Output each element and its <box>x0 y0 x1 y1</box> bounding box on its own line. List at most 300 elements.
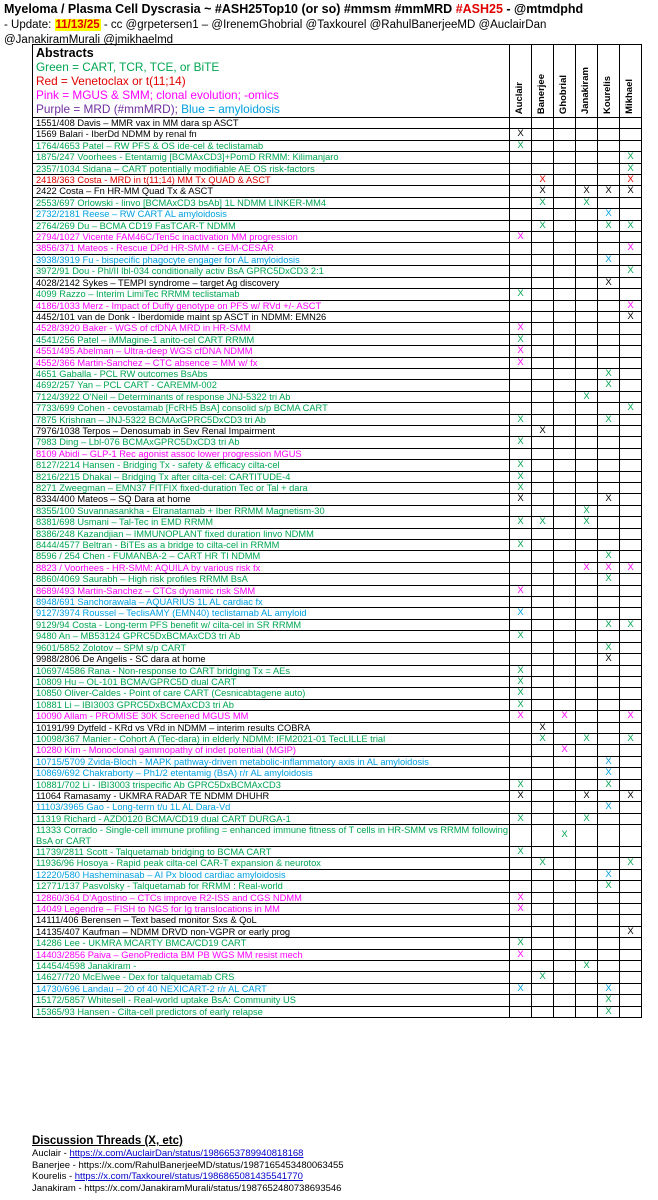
mark-janakiram <box>576 597 598 608</box>
abstract-title: 4028/2142 Sykes – TEMPI syndrome – target Ag discovery <box>33 277 510 288</box>
mark-ghobrial <box>554 949 576 960</box>
table-row <box>33 915 642 926</box>
table-row <box>33 938 642 949</box>
mark-mikhael <box>620 140 642 151</box>
mark-banerjee <box>532 768 554 779</box>
mark-banerjee <box>532 562 554 573</box>
mark-auclair <box>510 756 532 767</box>
mark-mikhael <box>620 1006 642 1017</box>
mark-ghobrial <box>554 768 576 779</box>
abstract-title: 7124/3922 O'Neil – Determinants of response JNJ-5322 tri Ab <box>33 391 510 402</box>
table-row <box>33 266 642 277</box>
table-row <box>33 186 642 197</box>
table-row <box>33 688 642 699</box>
mark-auclair <box>510 858 532 869</box>
mark-auclair <box>510 768 532 779</box>
mark-ghobrial <box>554 448 576 459</box>
mark-ghobrial <box>554 277 576 288</box>
mark-banerjee <box>532 608 554 619</box>
mark-banerjee <box>532 163 554 174</box>
title-main: Myeloma / Plasma Cell Dyscrasia ~ #ASH25Top10 (or so) #mmsm #mmMRD <box>4 2 456 16</box>
mark-ghobrial <box>554 357 576 368</box>
mark-ghobrial <box>554 869 576 880</box>
table-row <box>33 858 642 869</box>
mark-kourelis <box>598 152 620 163</box>
mark-banerjee <box>532 869 554 880</box>
mark-ghobrial <box>554 403 576 414</box>
mark-banerjee <box>532 688 554 699</box>
mark-kourelis <box>598 118 620 129</box>
mark-banerjee <box>532 597 554 608</box>
abstract-title: 14111/406 Berensen – Text based monitor Sxs & QoL <box>33 915 510 926</box>
table-row <box>33 892 642 903</box>
table-row <box>33 289 642 300</box>
mark-ghobrial <box>554 380 576 391</box>
mark-banerjee <box>532 346 554 357</box>
mark-auclair: X <box>510 494 532 505</box>
mark-banerjee <box>532 892 554 903</box>
abstract-title: 2422 Costa – Fn HR-MM Quad Tx & ASCT <box>33 186 510 197</box>
mark-auclair: X <box>510 460 532 471</box>
mark-kourelis: X <box>598 1006 620 1017</box>
abstract-title: 11936/96 Hosoya - Rapid peak cilta-cel CAR-T expansion & neurotox <box>33 858 510 869</box>
mark-ghobrial <box>554 483 576 494</box>
mark-kourelis <box>598 517 620 528</box>
abstract-title: 4651 Gaballa - PCL RW outcomes BsAbs <box>33 368 510 379</box>
mark-auclair <box>510 926 532 937</box>
mark-kourelis: X <box>598 654 620 665</box>
mark-mikhael: X <box>620 619 642 630</box>
mark-janakiram <box>576 425 598 436</box>
mark-janakiram <box>576 414 598 425</box>
mark-janakiram <box>576 926 598 937</box>
table-row <box>33 323 642 334</box>
mark-auclair <box>510 654 532 665</box>
mark-kourelis <box>598 790 620 801</box>
mark-auclair <box>510 1006 532 1017</box>
mark-ghobrial <box>554 289 576 300</box>
mark-banerjee <box>532 289 554 300</box>
abstract-title: 2732/2181 Reese – RW CART AL amyloidosis <box>33 209 510 220</box>
mark-banerjee <box>532 494 554 505</box>
mark-ghobrial <box>554 938 576 949</box>
update-line <box>4 18 654 33</box>
mark-auclair <box>510 881 532 892</box>
mark-mikhael <box>620 277 642 288</box>
mark-janakiram: X <box>576 733 598 744</box>
mark-kourelis <box>598 391 620 402</box>
mark-kourelis <box>598 972 620 983</box>
mark-mikhael <box>620 938 642 949</box>
mark-ghobrial <box>554 140 576 151</box>
mark-ghobrial <box>554 517 576 528</box>
abstract-title: 2764/269 Du – BCMA CD19 FasTCAR-T NDMM <box>33 220 510 231</box>
table-row <box>33 756 642 767</box>
mark-janakiram <box>576 448 598 459</box>
mark-janakiram <box>576 676 598 687</box>
mark-auclair: X <box>510 779 532 790</box>
mark-banerjee <box>532 995 554 1006</box>
mark-mikhael: X <box>620 300 642 311</box>
col-header-ghobrial: Ghobrial <box>554 45 576 118</box>
mark-mikhael <box>620 904 642 915</box>
mark-banerjee <box>532 983 554 994</box>
mark-auclair: X <box>510 414 532 425</box>
table-row <box>33 311 642 322</box>
mark-janakiram <box>576 869 598 880</box>
mark-mikhael <box>620 528 642 539</box>
mark-janakiram <box>576 858 598 869</box>
mark-mikhael <box>620 597 642 608</box>
thread-banerjee: Banerjee - https://x.com/RahulBanerjeeMD/status/1987165453480063455 <box>32 1159 344 1171</box>
mark-auclair: X <box>510 892 532 903</box>
abstract-title: 14627/720 McElwee - Dex for talquetamab CRS <box>33 972 510 983</box>
abstract-title: 8271 Zweegman – EMN37 FITFIX fixed-duration Tec or Tal + dara <box>33 483 510 494</box>
abstract-title: 4186/1033 Merz - Impact of Duffy genotype on PFS w/ RVd +/- ASCT <box>33 300 510 311</box>
mark-auclair <box>510 562 532 573</box>
mark-banerjee <box>532 403 554 414</box>
mark-auclair <box>510 254 532 265</box>
abstract-title: 7875 Krishnan – JNJ-5322 BCMAxGPRC5DxCD3 tri Ab <box>33 414 510 425</box>
mark-banerjee <box>532 437 554 448</box>
mark-ghobrial <box>554 631 576 642</box>
mark-janakiram <box>576 585 598 596</box>
mark-ghobrial <box>554 813 576 824</box>
mark-ghobrial <box>554 391 576 402</box>
table-row <box>33 972 642 983</box>
mark-auclair <box>510 597 532 608</box>
table-row <box>33 368 642 379</box>
mark-kourelis <box>598 129 620 140</box>
abstract-title: 10869/692 Chakraborty – Ph1/2 etentamig (BsA) r/r AL amyloidosis <box>33 768 510 779</box>
table-row <box>33 768 642 779</box>
mark-kourelis <box>598 858 620 869</box>
mark-janakiram <box>576 528 598 539</box>
mark-mikhael: X <box>620 858 642 869</box>
mark-banerjee: X <box>532 197 554 208</box>
mark-ghobrial <box>554 597 576 608</box>
abstract-title: 14403/2856 Paiva – GenoPredicta BM PB WGS MM resist mech <box>33 949 510 960</box>
table-row <box>33 540 642 551</box>
mark-auclair <box>510 619 532 630</box>
table-row <box>33 380 642 391</box>
table-row <box>33 665 642 676</box>
mark-auclair: X <box>510 608 532 619</box>
mark-banerjee <box>532 528 554 539</box>
mark-ghobrial <box>554 437 576 448</box>
mark-kourelis <box>598 608 620 619</box>
mark-ghobrial <box>554 129 576 140</box>
abstract-title: 1551/408 Davis – MMR vax in MM dara sp ASCT <box>33 118 510 129</box>
mark-ghobrial <box>554 266 576 277</box>
mark-auclair: X <box>510 711 532 722</box>
mark-auclair: X <box>510 665 532 676</box>
mark-janakiram <box>576 152 598 163</box>
mark-janakiram <box>576 654 598 665</box>
table-row <box>33 140 642 151</box>
mark-kourelis <box>598 357 620 368</box>
mark-mikhael <box>620 688 642 699</box>
mark-kourelis: X <box>598 995 620 1006</box>
mark-kourelis: X <box>598 277 620 288</box>
mark-banerjee <box>532 665 554 676</box>
mark-banerjee <box>532 368 554 379</box>
mark-banerjee <box>532 756 554 767</box>
thread-janakiram: Janakiram - https://x.com/JanakiramMurali/status/1987652480738693546 <box>32 1182 342 1194</box>
mark-banerjee <box>532 209 554 220</box>
mark-banerjee <box>532 311 554 322</box>
mark-kourelis: X <box>598 869 620 880</box>
mark-ghobrial <box>554 186 576 197</box>
mark-kourelis: X <box>598 494 620 505</box>
mark-kourelis <box>598 232 620 243</box>
mark-ghobrial <box>554 756 576 767</box>
mark-auclair: X <box>510 585 532 596</box>
mark-mikhael <box>620 881 642 892</box>
mark-ghobrial <box>554 551 576 562</box>
mark-ghobrial <box>554 915 576 926</box>
mark-mikhael <box>620 448 642 459</box>
table-row <box>33 334 642 345</box>
mark-auclair <box>510 220 532 231</box>
table-row <box>33 722 642 733</box>
mark-ghobrial <box>554 688 576 699</box>
mark-auclair <box>510 505 532 516</box>
mark-mikhael <box>620 505 642 516</box>
table-row <box>33 847 642 858</box>
mark-auclair <box>510 995 532 1006</box>
mark-kourelis: X <box>598 756 620 767</box>
mark-janakiram <box>576 129 598 140</box>
mark-janakiram <box>576 368 598 379</box>
thread-link-auclair[interactable]: https://x.com/AuclairDan/status/1986653789940818168 <box>69 1148 304 1159</box>
table-row <box>33 346 642 357</box>
mark-mikhael: X <box>620 266 642 277</box>
mark-janakiram <box>576 243 598 254</box>
mark-janakiram <box>576 346 598 357</box>
mark-banerjee <box>532 813 554 824</box>
mark-kourelis <box>598 733 620 744</box>
mark-mikhael <box>620 437 642 448</box>
mark-mikhael <box>620 540 642 551</box>
mark-kourelis <box>598 699 620 710</box>
mark-banerjee: X <box>532 722 554 733</box>
mark-ghobrial <box>554 881 576 892</box>
mark-mikhael: X <box>620 733 642 744</box>
abstract-title: 1569 Balari - IberDd NDMM by renal fn <box>33 129 510 140</box>
table-row <box>33 699 642 710</box>
mark-mikhael <box>620 585 642 596</box>
mark-ghobrial: X <box>554 825 576 847</box>
abstract-title: 4552/366 Martin-Sanchez – CTC absence = MM w/ fx <box>33 357 510 368</box>
table-row <box>33 403 642 414</box>
mark-auclair <box>510 197 532 208</box>
abstract-title: 8948/691 Sanchorawala – AQUARIUS 1L AL cardiac fx <box>33 597 510 608</box>
mark-banerjee <box>532 790 554 801</box>
table-row <box>33 562 642 573</box>
legend-pink: Pink = MGUS & SMM; clonal evolution; -omics <box>36 88 279 102</box>
table-row <box>33 517 642 528</box>
mark-banerjee: X <box>532 186 554 197</box>
table-row <box>33 448 642 459</box>
mark-ghobrial <box>554 585 576 596</box>
legend-red: Red = Venetoclax or t(11;14) <box>36 74 186 88</box>
mark-mikhael <box>620 745 642 756</box>
mark-mikhael <box>620 197 642 208</box>
mark-mikhael: X <box>620 152 642 163</box>
mark-janakiram <box>576 471 598 482</box>
mark-kourelis: X <box>598 881 620 892</box>
mark-kourelis <box>598 289 620 300</box>
mark-mikhael <box>620 254 642 265</box>
mark-mikhael: X <box>620 163 642 174</box>
discussion-threads <box>32 1135 344 1194</box>
table-row <box>33 471 642 482</box>
abstract-title: 4099 Razzo – Interim LimiTec RRMM teclistamab <box>33 289 510 300</box>
table-row <box>33 995 642 1006</box>
mark-auclair <box>510 243 532 254</box>
mark-mikhael <box>620 380 642 391</box>
mark-janakiram <box>576 163 598 174</box>
mark-mikhael <box>620 460 642 471</box>
mark-kourelis <box>598 688 620 699</box>
mark-auclair: X <box>510 813 532 824</box>
abstract-title: 2357/1034 Sidana – CART potentially modifiable AE OS risk-factors <box>33 163 510 174</box>
mark-banerjee <box>532 414 554 425</box>
table-row <box>33 528 642 539</box>
mark-ghobrial <box>554 733 576 744</box>
mark-mikhael <box>620 768 642 779</box>
table-row <box>33 802 642 813</box>
mark-auclair <box>510 380 532 391</box>
mark-ghobrial <box>554 926 576 937</box>
table-row <box>33 790 642 801</box>
mark-janakiram <box>576 311 598 322</box>
mark-kourelis: X <box>598 642 620 653</box>
mark-banerjee <box>532 380 554 391</box>
table-row <box>33 391 642 402</box>
mark-ghobrial <box>554 665 576 676</box>
mark-janakiram <box>576 357 598 368</box>
mark-ghobrial <box>554 505 576 516</box>
abstract-title: 9127/3974 Roussel – TeclisAMY (EMN40) teclistamab AL amyloid <box>33 608 510 619</box>
mark-janakiram <box>576 300 598 311</box>
mark-janakiram <box>576 232 598 243</box>
mark-banerjee <box>532 631 554 642</box>
mark-mikhael <box>620 323 642 334</box>
mark-ghobrial <box>554 961 576 972</box>
abstract-title: 11333 Corrado - Single-cell immune profiling = enhanced immune fitness of T cells in HR-SMM vs RRMM following BsA or CART <box>33 825 510 847</box>
mark-banerjee <box>532 904 554 915</box>
mark-banerjee <box>532 140 554 151</box>
mark-kourelis: X <box>598 220 620 231</box>
table-row <box>33 175 642 186</box>
table-header-row <box>33 45 642 118</box>
mark-auclair <box>510 574 532 585</box>
abstract-title: 15365/93 Hansen - Cilta-cell predictors of early relapse <box>33 1006 510 1017</box>
abstract-title: 10809 Hu – OL-101 BCMA/GPRC5D dual CART <box>33 676 510 687</box>
mark-banerjee <box>532 654 554 665</box>
mark-janakiram <box>576 631 598 642</box>
mark-mikhael: X <box>620 311 642 322</box>
mark-banerjee <box>532 847 554 858</box>
mark-auclair: X <box>510 904 532 915</box>
table-row <box>33 926 642 937</box>
abstract-title: 8444/4577 Beltran - BiTEs as a bridge to cilta-cel in RRMM <box>33 540 510 551</box>
abstract-title: 12220/580 Hasheminasab – AI Px blood cardiac amyloidosis <box>33 869 510 880</box>
thread-link-kourelis[interactable]: https://x.com/Taxkourel/status/1986865081435541770 <box>74 1171 303 1183</box>
table-row <box>33 608 642 619</box>
table-row <box>33 597 642 608</box>
table-row <box>33 642 642 653</box>
mark-janakiram <box>576 118 598 129</box>
mark-auclair <box>510 425 532 436</box>
abstract-title: 8127/2214 Hansen - Bridging Tx - safety & efficacy cilta-cel <box>33 460 510 471</box>
mark-auclair: X <box>510 129 532 140</box>
thread-kourelis: Kourelis - https://x.com/Taxkourel/status/1986865081435541770 <box>32 1171 303 1183</box>
table-row <box>33 425 642 436</box>
mark-banerjee: X <box>532 220 554 231</box>
mark-kourelis: X <box>598 983 620 994</box>
title-hashtag: #ASH25 <box>455 2 503 16</box>
table-row <box>33 654 642 665</box>
mark-banerjee <box>532 129 554 140</box>
abstract-title: 10191/99 Dytfeld - KRd vs VRd in NDMM – interim results COBRA <box>33 722 510 733</box>
mark-janakiram <box>576 380 598 391</box>
mark-mikhael: X <box>620 403 642 414</box>
mark-janakiram <box>576 825 598 847</box>
table-row <box>33 745 642 756</box>
mark-janakiram <box>576 938 598 949</box>
title-handle: - @mtmdphd <box>502 2 584 16</box>
mark-ghobrial <box>554 494 576 505</box>
table-row <box>33 813 642 824</box>
mark-mikhael <box>620 494 642 505</box>
table-row <box>33 881 642 892</box>
mark-kourelis <box>598 140 620 151</box>
mark-auclair <box>510 972 532 983</box>
mark-kourelis <box>598 915 620 926</box>
col-header-banerjee: Banerjee <box>532 45 554 118</box>
mark-janakiram <box>576 574 598 585</box>
mark-kourelis <box>598 961 620 972</box>
mark-mikhael <box>620 847 642 858</box>
mark-kourelis: X <box>598 802 620 813</box>
mark-auclair: X <box>510 790 532 801</box>
thread-auclair: Auclair - https://x.com/AuclairDan/status/1986653789940818168 <box>32 1148 304 1159</box>
mark-ghobrial <box>554 152 576 163</box>
table-row <box>33 619 642 630</box>
mark-mikhael <box>620 915 642 926</box>
legend-title: Abstracts <box>36 46 94 60</box>
mark-janakiram <box>576 209 598 220</box>
table-row <box>33 163 642 174</box>
legend-green: Green = CART, TCR, TCE, or BiTE <box>36 60 220 74</box>
mark-ghobrial <box>554 562 576 573</box>
table-row <box>33 733 642 744</box>
abstract-title: 14730/696 Landau – 20 of 40 NEXICART-2 r/r AL CART <box>33 983 510 994</box>
mark-kourelis: X <box>598 551 620 562</box>
mark-kourelis: X <box>598 380 620 391</box>
page-header <box>0 0 658 48</box>
mark-kourelis <box>598 300 620 311</box>
mark-kourelis <box>598 938 620 949</box>
mark-kourelis <box>598 813 620 824</box>
abstract-title: 7976/1038 Terpos – Denosumab in Sev Renal Impairment <box>33 425 510 436</box>
mark-ghobrial <box>554 802 576 813</box>
mark-janakiram: X <box>576 197 598 208</box>
mark-ghobrial <box>554 323 576 334</box>
